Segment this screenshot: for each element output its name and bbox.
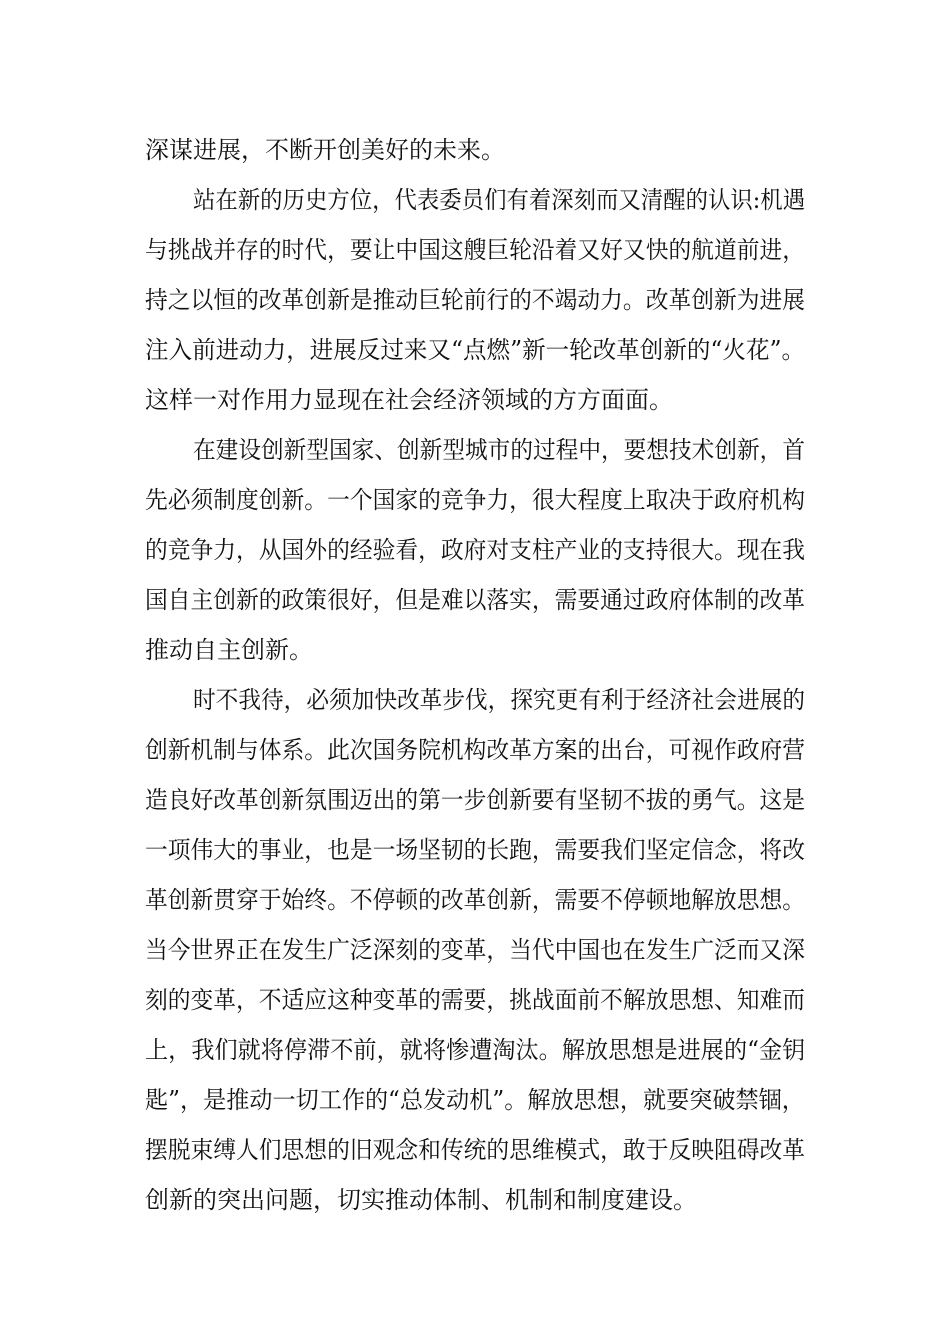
text-line: 深谋进展，不断开创美好的未来。 <box>145 136 505 164</box>
text-line: 先必须制度创新。一个国家的竞争力，很大程度上取决于政府机构 <box>145 486 805 514</box>
text-line: 站在新的历史方位，代表委员们有着深刻而又清醒的认识:机遇 <box>193 186 806 214</box>
text-line: 上，我们就将停滞不前，就将惨遭淘汰。解放思想是进展的“金钥 <box>145 1036 806 1064</box>
text-line: 刻的变革，不适应这种变革的需要，挑战面前不解放思想、知难而 <box>145 986 805 1014</box>
text-line: 持之以恒的改革创新是推动巨轮前行的不竭动力。改革创新为进展 <box>145 286 805 314</box>
text-line: 这样一对作用力显现在社会经济领域的方方面面。 <box>145 386 673 414</box>
text-line: 推动自主创新。 <box>145 636 313 664</box>
text-line: 时不我待，必须加快改革步伐，探究更有利于经济社会进展的 <box>193 686 805 714</box>
text-line: 革创新贯穿于始终。不停顿的改革创新，需要不停顿地解放思想。 <box>145 886 805 914</box>
text-line: 一项伟大的事业，也是一场坚韧的长跑，需要我们坚定信念，将改 <box>145 836 805 864</box>
text-line: 与挑战并存的时代，要让中国这艘巨轮沿着又好又快的航道前进， <box>145 236 805 264</box>
text-line: 摆脱束缚人们思想的旧观念和传统的思维模式，敢于反映阻碍改革 <box>145 1136 805 1164</box>
text-line: 在建设创新型国家、创新型城市的过程中，要想技术创新，首 <box>193 436 805 464</box>
text-line: 造良好改革创新氛围迈出的第一步创新要有坚韧不拔的勇气。这是 <box>145 786 805 814</box>
text-line: 创新机制与体系。此次国务院机构改革方案的出台，可视作政府营 <box>145 736 805 764</box>
text-line: 国自主创新的政策很好，但是难以落实，需要通过政府体制的改革 <box>145 586 805 614</box>
text-line: 创新的突出问题，切实推动体制、机制和制度建设。 <box>145 1186 697 1214</box>
text-line: 注入前进动力，进展反过来又“点燃”新一轮改革创新的“火花”。 <box>145 336 806 364</box>
text-line: 匙”，是推动一切工作的“总发动机”。解放思想，就要突破禁锢， <box>145 1086 805 1114</box>
text-line: 当今世界正在发生广泛深刻的变革，当代中国也在发生广泛而又深 <box>145 936 805 964</box>
text-line: 的竞争力，从国外的经验看，政府对支柱产业的支持很大。现在我 <box>145 536 805 564</box>
